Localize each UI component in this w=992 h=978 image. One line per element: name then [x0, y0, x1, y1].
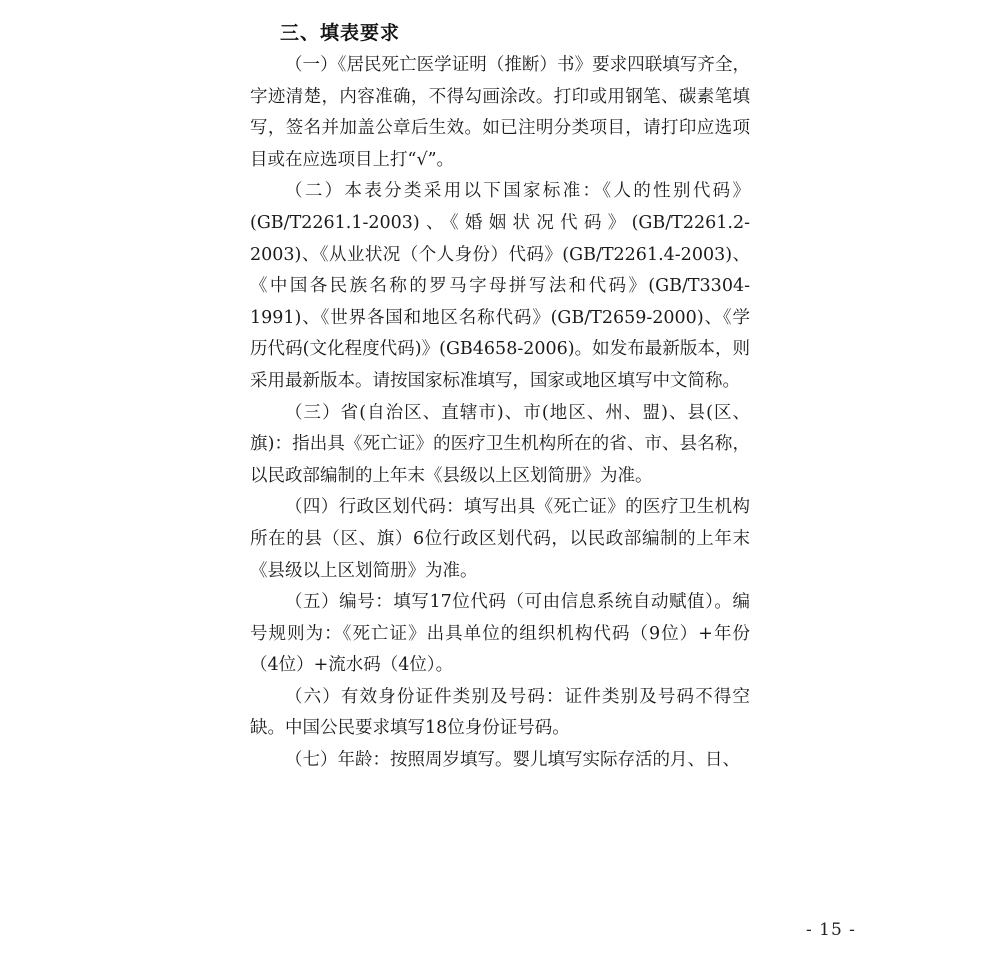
paragraph-4: （四）行政区划代码：填写出具《死亡证》的医疗卫生机构所在的县（区、旗）6位行政区划代码，以民政部编制的上年末《县级以上区划简册》为准。 [250, 497, 750, 581]
page-number: - 15 - [806, 920, 856, 940]
paragraph-5: （五）编号：填写17位代码（可由信息系统自动赋值）。编号规则为：《死亡证》出具单位的组织机构代码（9位）+年份（4位）+流水码（4位）。 [250, 592, 750, 676]
paragraph-6: （六）有效身份证件类别及号码：证件类别及号码不得空缺。中国公民要求填写18位身份证号码。 [250, 686, 750, 739]
paragraph-3: （三）省(自治区、直辖市)、市(地区、州、盟)、县(区、旗)：指出具《死亡证》的医疗卫生机构所在的省、市、县名称，以民政部编制的上年末《县级以上区划简册》为准。 [250, 402, 750, 486]
section-heading: 三、填表要求 [280, 22, 401, 44]
paragraph-2: （二）本表分类采用以下国家标准：《人的性别代码》(GB/T2261.1-2003)、《婚姻状况代码》(GB/T2261.2-2003)、《从业状况（个人身份）代码》(GB/T2261.4-2003)、《中国各民族名称的罗马字母拼写法和代码》(GB/T3304-1991)、《世界各国和地区名称代码》(GB/T2659-2000)、《学历代码(文化程度代码)》(GB4658-2006)。如发布最新版本，则采用最新版本。请按国家标准填写，国家或地区填写中文简称。 [250, 181, 750, 391]
document-body [250, 50, 750, 777]
paragraph-1: （一）《居民死亡医学证明（推断）书》要求四联填写齐全，字迹清楚，内容准确，不得勾画涂改。打印或用钢笔、碳素笔填写，签名并加盖公章后生效。如已注明分类项目，请打印应选项目或在应选项目上打“√”。 [250, 55, 750, 170]
paragraph-7: （七）年龄：按照周岁填写。婴儿填写实际存活的月、日、 [285, 750, 740, 771]
